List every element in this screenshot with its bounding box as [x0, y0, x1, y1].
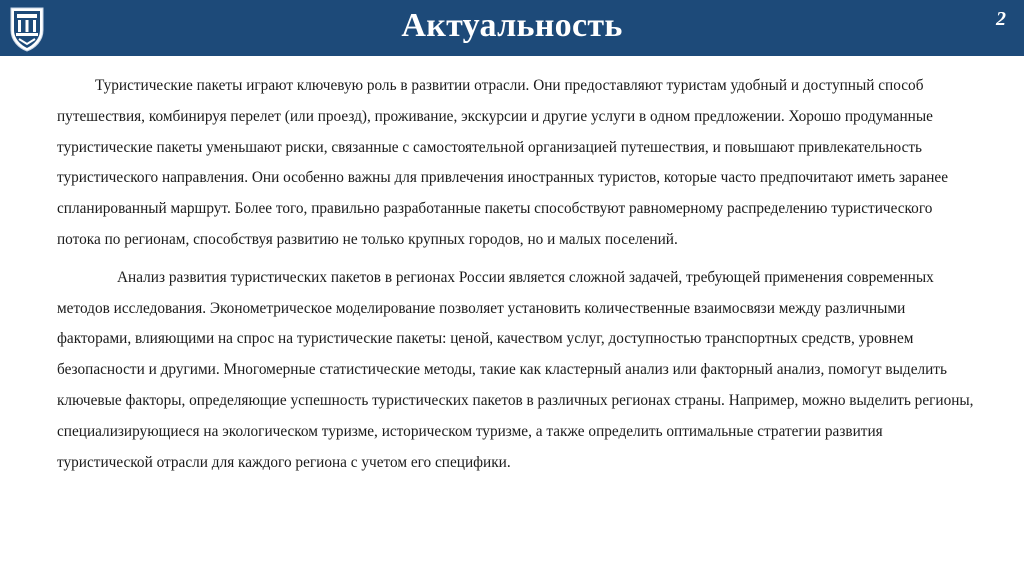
content-body: [57, 71, 977, 478]
header-bar: [0, 0, 1024, 56]
paragraph: Туристические пакеты играют ключевую роль в развитии отрасли. Они предоставляют туристам удобный и доступный способ путешествия, комбинируя перелет (или проезд), проживание, экскурсии и другие услуги в одном предложении. Хорошо продуманные туристические пакеты уменьшают риски, связанные с самостоятельной организацией путешествия, и повышают привлекательность туристического направления. Они особенно важны для привлечения иностранных туристов, которые часто предпочитают иметь заранее спланированный маршрут. Более того, правильно разработанные пакеты способствуют равномерному распределению туристического потока по регионам, способствуя развитию не только крупных городов, но и малых поселений.: [57, 77, 948, 248]
page-number: 2: [996, 8, 1006, 30]
page-title: Актуальность: [401, 7, 623, 44]
paragraph: Анализ развития туристических пакетов в регионах России является сложной задачей, требующей применения современных методов исследования. Эконометрическое моделирование позволяет установить количественные взаимосвязи между различными факторами, влияющими на спрос на туристические пакеты: ценой, качеством услуг, доступностью транспортных средств, уровнем безопасности и другими. Многомерные статистические методы, такие как кластерный анализ или факторный анализ, помогут выделить ключевые факторы, определяющие успешность туристических пакетов в различных регионах страны. Например, можно выделить регионы, специализирующиеся на экологическом туризме, историческом туризме, а также определить оптимальные стратегии развития туристической отрасли для каждого региона с учетом его специфики.: [57, 268, 974, 471]
